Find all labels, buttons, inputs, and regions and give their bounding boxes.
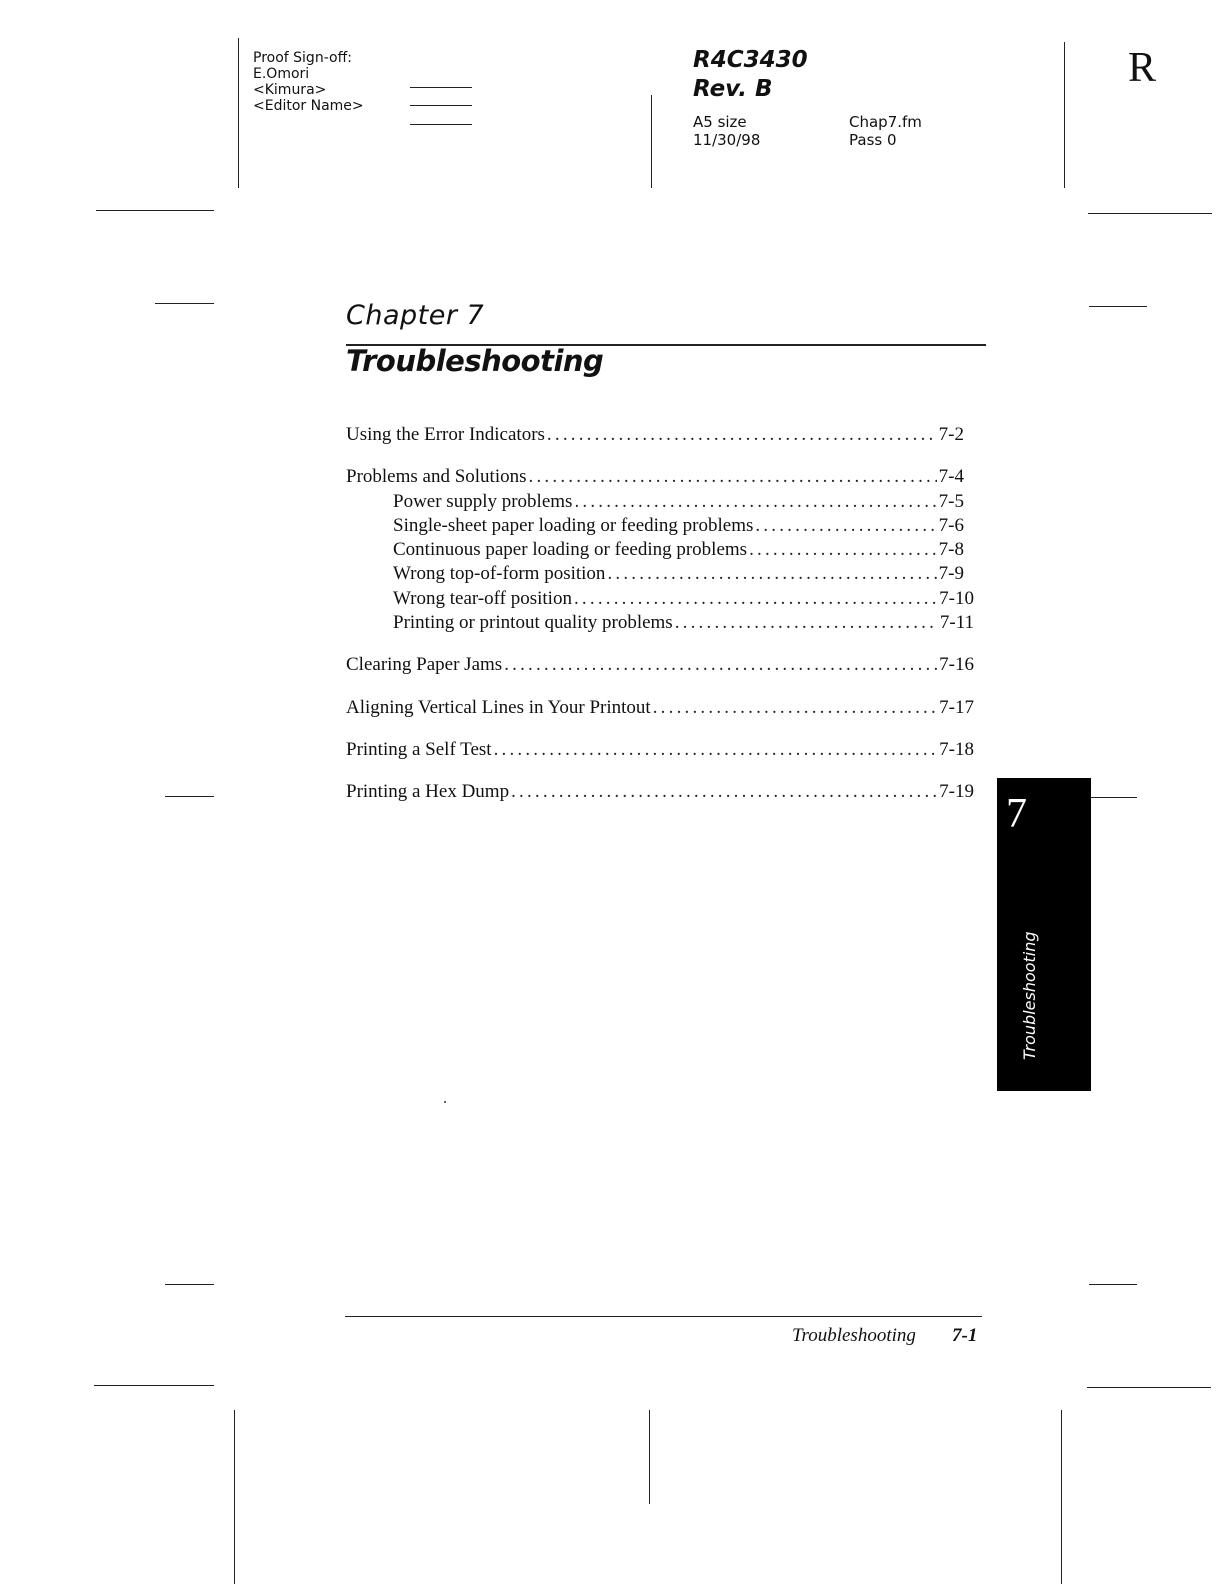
toc-entry-page: 7-19 — [939, 781, 974, 803]
proof-title: Proof Sign-off: — [253, 50, 352, 66]
toc-entry-page: 7-17 — [939, 696, 974, 718]
toc-entry[interactable] — [346, 466, 964, 490]
toc-entry-label: Printing a Self Test — [346, 738, 492, 760]
toc-entry-page: 7-11 — [939, 612, 974, 634]
toc-entry[interactable] — [346, 424, 964, 448]
thumb-tab-label: Troubleshooting — [1020, 931, 1039, 1060]
toc-entry[interactable] — [346, 739, 974, 763]
toc-entry-page: 7-8 — [938, 539, 964, 561]
toc-entry-page: 7-2 — [938, 424, 964, 445]
crop-mark — [1088, 213, 1212, 214]
crop-mark — [1064, 42, 1065, 188]
toc-entry[interactable] — [346, 654, 974, 678]
toc-entry-label: Printing or printout quality problems — [393, 612, 673, 634]
toc-entry-label: Continuous paper loading or feeding problems — [393, 539, 748, 561]
crop-mark — [165, 1284, 214, 1285]
toc-entry-label: Wrong tear-off position — [393, 587, 572, 609]
toc-entry[interactable] — [346, 491, 964, 515]
toc-entry-page: 7-10 — [939, 587, 974, 609]
chapter-title: Troubleshooting — [346, 344, 604, 378]
thumb-tab-number: 7 — [1006, 791, 1027, 837]
toc-entry-label: Clearing Paper Jams — [346, 654, 503, 676]
proof-name: E.Omori — [253, 66, 310, 82]
toc-entry[interactable] — [346, 697, 974, 721]
doc-id-block — [693, 46, 808, 104]
crop-mark — [1061, 1410, 1062, 1584]
crop-mark — [155, 303, 214, 304]
toc-entry-label: Using the Error Indicators — [346, 424, 545, 445]
toc-entry-page: 7-4 — [938, 466, 964, 488]
toc-leader-dots — [755, 515, 936, 537]
crop-mark — [649, 1410, 650, 1504]
toc-entry-label: Single-sheet paper loading or feeding problems — [393, 514, 754, 536]
proof-signoff — [253, 50, 364, 114]
footer-title: Troubleshooting — [792, 1325, 916, 1346]
doc-file: Chap7.fm — [849, 113, 922, 131]
doc-date: 11/30/98 — [693, 131, 761, 149]
toc-entry-label: Aligning Vertical Lines in Your Printout — [346, 696, 651, 718]
signature-line — [410, 124, 472, 125]
crop-mark — [238, 38, 239, 188]
toc-leader-dots — [574, 588, 937, 610]
toc-entry-label: Printing a Hex Dump — [346, 781, 510, 803]
signature-line — [410, 87, 472, 88]
toc-entry-label: Wrong top-of-form position — [393, 563, 606, 585]
toc-entry[interactable] — [346, 515, 964, 539]
toc-entry[interactable] — [346, 539, 964, 563]
toc-entry-label: Power supply problems — [393, 490, 573, 512]
doc-id: R4C3430 — [693, 47, 808, 73]
crop-mark — [165, 796, 214, 797]
signature-line — [410, 105, 472, 106]
crop-mark — [96, 210, 214, 211]
crop-mark — [1089, 1284, 1137, 1285]
toc-entry-page: 7-9 — [938, 563, 964, 585]
toc-leader-dots — [529, 466, 937, 488]
footer-page-number: 7-1 — [952, 1325, 978, 1346]
toc-leader-dots — [749, 539, 937, 561]
toc-entry-page: 7-5 — [938, 490, 964, 512]
toc-leader-dots — [547, 424, 937, 446]
doc-size: A5 size — [693, 113, 747, 131]
toc-entry[interactable] — [346, 781, 974, 805]
toc-entry-page: 7-6 — [938, 514, 964, 536]
table-of-contents — [346, 424, 974, 806]
crop-mark — [651, 95, 652, 188]
crop-mark — [94, 1385, 214, 1386]
toc-leader-dots — [574, 491, 936, 513]
toc-leader-dots — [494, 739, 938, 761]
doc-pass: Pass 0 — [849, 131, 897, 149]
toc-entry-label: Problems and Solutions — [346, 466, 527, 488]
toc-leader-dots — [511, 781, 937, 803]
toc-leader-dots — [675, 612, 938, 634]
toc-leader-dots — [653, 697, 937, 719]
doc-rev: Rev. B — [693, 76, 773, 102]
toc-entry[interactable] — [346, 588, 974, 612]
corner-mark: R — [1128, 45, 1157, 91]
crop-mark — [234, 1410, 235, 1584]
stray-dot — [444, 1101, 446, 1103]
proof-name: <Kimura> — [253, 82, 327, 98]
crop-mark — [1089, 306, 1147, 307]
crop-mark — [1090, 797, 1137, 798]
toc-entry-page: 7-18 — [939, 738, 974, 760]
crop-mark — [1087, 1387, 1211, 1388]
toc-leader-dots — [504, 654, 937, 676]
toc-entry-page: 7-16 — [939, 654, 974, 676]
proof-name: <Editor Name> — [253, 98, 364, 114]
chapter-label: Chapter 7 — [346, 300, 485, 331]
toc-entry[interactable] — [346, 612, 974, 636]
footer-rule — [345, 1316, 982, 1317]
toc-entry[interactable] — [346, 563, 964, 587]
toc-leader-dots — [607, 563, 936, 585]
